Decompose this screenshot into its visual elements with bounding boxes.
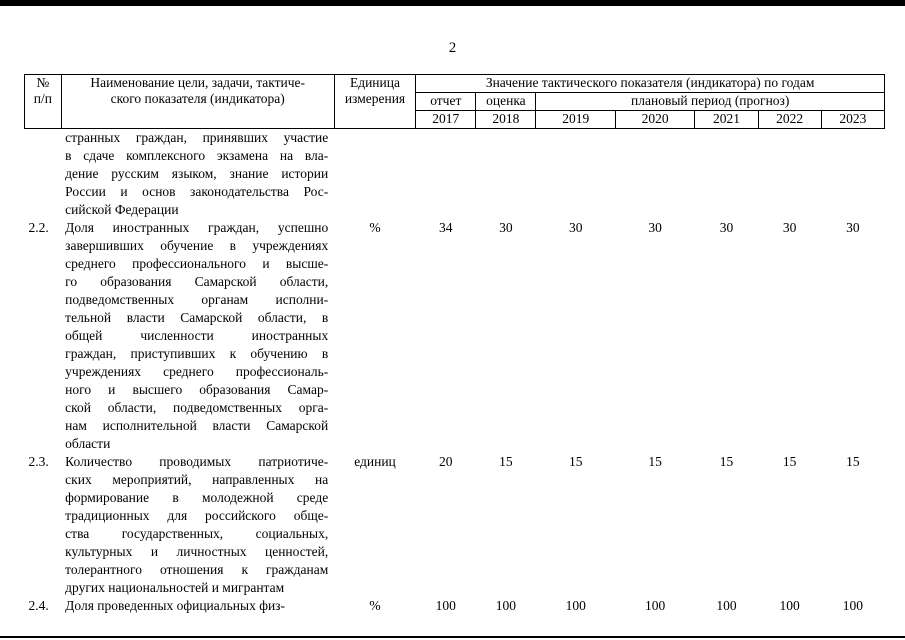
indicator-value: 30 [499,220,513,235]
page-number: 2 [448,40,457,56]
header-year: 2018 [476,111,536,129]
indicator-name-line: странных граждан, принявших участие [65,130,329,145]
indicator-value: 100 [565,598,586,613]
unit-of-measure [334,129,416,220]
bottom-border-rule [0,636,905,638]
top-border-rule [0,0,905,6]
header-name: Наименование цели, задачи, тактиче- ского показателя (индикатора) [61,75,334,129]
indicator-value: 15 [648,454,662,469]
indicator-value: 100 [435,598,456,613]
indicator-name-line: общей численности иностранных [65,328,329,343]
indicator-name [61,453,334,597]
indicator-name-line: граждан, приступивших к обучению в [65,346,329,361]
indicator-name-line: дение русским языком, знание истории [65,166,329,181]
indicator-name-line: завершивших обучение в учреждениях [65,238,329,253]
table-row [25,219,885,453]
header-year: 2021 [695,111,758,129]
indicator-name-line: толерантного отношения к гражданам [65,562,329,577]
table-header [25,75,885,129]
indicator-value: 15 [846,454,860,469]
indicator-value: 20 [439,454,453,469]
indicator-value: 30 [846,220,860,235]
header-unit: Единица измерения [334,75,416,129]
indicator-value: 30 [782,220,797,235]
indicator-name-line: в сдаче комплексного экзамена на вла- [65,148,329,163]
indicator-name-line: формирование в молодежной среде [65,490,329,505]
indicator-value [615,129,694,220]
indicator-value: 15 [568,454,583,469]
header-year: 2022 [758,111,821,129]
indicator-name-line: среднего профессионального и высше- [65,256,329,271]
indicator-value: 100 [716,598,737,613]
unit-of-measure: % [369,598,381,613]
indicator-value: 30 [568,220,583,235]
indicator-name-line: ских мероприятий, направленных на [65,472,329,487]
indicator-value [536,129,615,220]
indicator-value [416,129,476,220]
indicator-value: 30 [719,220,734,235]
header-year: 2023 [821,111,884,129]
indicator-value: 100 [495,598,517,613]
indicator-name-line: ного и высшего образования Самар- [65,382,329,397]
indicator-value: 34 [439,220,453,235]
unit-of-measure: единиц [354,454,396,469]
table-row [25,453,885,597]
table-row [25,129,885,220]
indicator-name-line: нам исполнительной власти Самарской [65,418,329,433]
header-values-group: Значение тактического показателя (индикатора) по годам [416,75,885,93]
indicator-name-line: сийской Федерации [65,202,179,217]
indicator-name-line: традиционных для российского обще- [65,508,329,523]
indicator-name [61,129,334,220]
header-planned-period: плановый период (прогноз) [536,93,885,111]
row-number: 2.3. [28,454,49,469]
indicator-value: 100 [779,598,800,613]
indicator-name-line: Количество проводимых патриотиче- [65,454,329,469]
indicator-name-line: России и основ законодательства Рос- [65,184,329,199]
indicator-name [61,597,334,615]
indicator-value: 15 [782,454,797,469]
row-number: 2.4. [28,598,49,613]
indicator-name [61,219,334,453]
indicator-value: 30 [648,220,662,235]
indicator-value: 15 [719,454,734,469]
indicator-name-line: подведомственных органам исполни- [65,292,329,307]
indicator-value [476,129,536,220]
header-report: отчет [416,93,476,111]
indicator-value: 15 [499,454,513,469]
indicator-name-line: других национальностей и мигрантам [65,580,285,595]
indicator-name-line: Доля проведенных официальных физ- [65,598,286,613]
header-year: 2017 [416,111,476,129]
table-row [25,597,885,615]
indicators-table [24,74,885,615]
indicator-value [821,129,884,220]
indicator-value: 100 [842,598,863,613]
indicator-name-line: Доля иностранных граждан, успешно [65,220,329,235]
indicator-name-line: го образования Самарской области, [65,274,329,289]
indicator-name-line: учреждениях среднего профессиональ- [65,364,329,379]
indicator-name-line: области [65,436,111,451]
indicator-value [758,129,821,220]
header-num: № п/п [25,75,62,129]
indicator-value: 100 [645,598,666,613]
row-number: 2.2. [28,220,49,235]
indicator-name-line: тельной власти Самарской области, в [65,310,329,325]
header-year: 2019 [536,111,615,129]
indicator-name-line: ства государственных, социальных, [65,526,329,541]
indicator-name-line: ской области, подведомственных орга- [65,400,329,415]
row-number [25,129,62,220]
table-body [25,129,885,616]
header-estimate: оценка [476,93,536,111]
indicator-name-line: культурных и личностных ценностей, [65,544,329,559]
unit-of-measure: % [369,220,381,235]
indicator-value [695,129,758,220]
header-year: 2020 [615,111,694,129]
